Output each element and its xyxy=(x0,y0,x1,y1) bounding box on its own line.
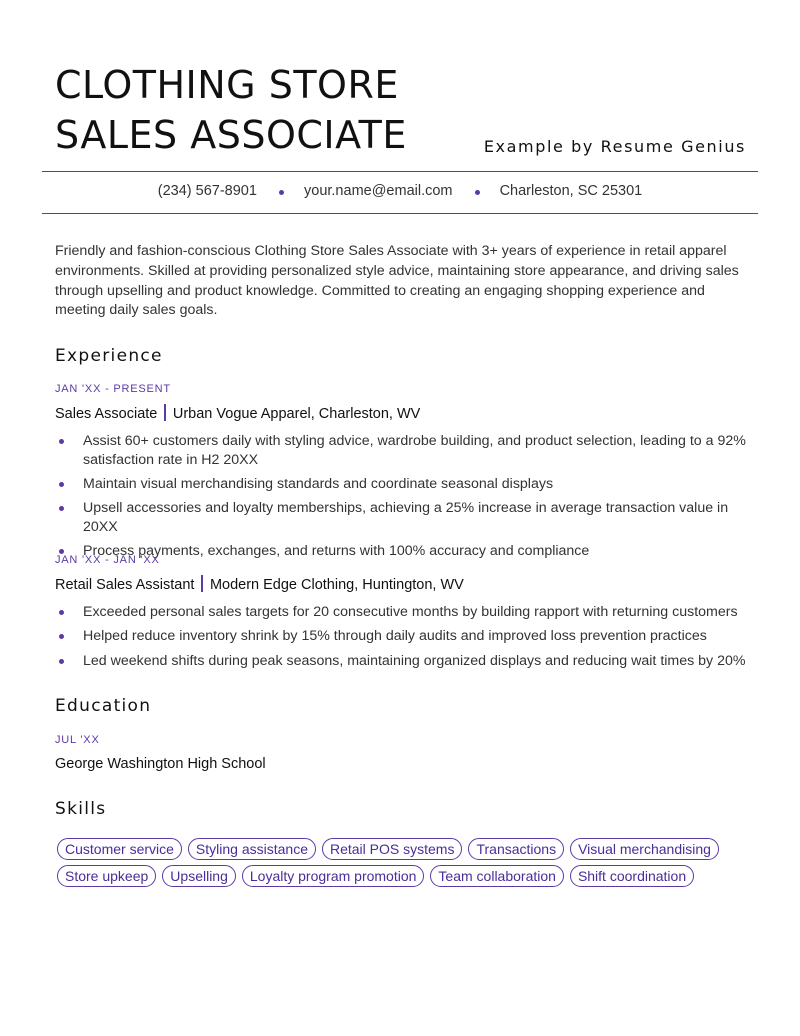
contact-location: Charleston, SC 25301 xyxy=(499,183,643,199)
skill-pill: Styling assistance xyxy=(188,838,316,860)
skills-list xyxy=(57,838,757,892)
skill-pill: Visual merchandising xyxy=(570,838,719,860)
contact-phone: (234) 567-8901 xyxy=(157,183,257,199)
skill-pill: Store upkeep xyxy=(57,865,156,887)
education-dates: JUL 'XX xyxy=(55,734,100,746)
job-1-location: Charleston, WV xyxy=(318,406,421,422)
skills-row-1 xyxy=(57,838,757,860)
skill-pill: Team collaboration xyxy=(430,865,564,887)
skills-row-2 xyxy=(57,865,757,887)
resume-title xyxy=(55,60,407,160)
skill-pill: Customer service xyxy=(57,838,182,860)
education-heading: Education xyxy=(55,696,152,716)
list-item: Maintain visual merchandising standards and coordinate seasonal displays xyxy=(55,475,755,494)
skill-pill: Loyalty program promotion xyxy=(242,865,425,887)
job-2-location: Huntington, WV xyxy=(362,577,464,593)
job-2-header xyxy=(55,575,464,593)
professional-summary: Friendly and fashion-conscious Clothing Store Sales Associate with 3+ years of experience in retail apparel environments. Skilled at providing personalized style advice, maintaining store appearance, and driving sales through upselling and product knowledge. Committed to creating an engaging shopping experience and meeting daily sales goals. xyxy=(55,243,739,319)
skill-pill: Upselling xyxy=(162,865,236,887)
list-item: Led weekend shifts during peak seasons, maintaining organized displays and reducing wait times by 20% xyxy=(55,652,755,671)
bullet-separator-icon xyxy=(475,190,480,195)
experience-heading: Experience xyxy=(55,346,163,366)
job-2-company: Modern Edge Clothing, xyxy=(209,577,359,593)
example-tagline: Example by Resume Genius xyxy=(483,137,746,156)
list-item: Exceeded personal sales targets for 20 consecutive months by building rapport with returning customers xyxy=(55,603,755,622)
education-school: George Washington High School xyxy=(55,756,266,772)
contact-line xyxy=(0,183,800,199)
list-item: Assist 60+ customers daily with styling advice, wardrobe building, and product selection, leading to a 92% satisfaction rate in H2 20XX xyxy=(55,432,755,469)
job-1-dates: JAN 'XX - PRESENT xyxy=(55,383,171,395)
skill-pill: Transactions xyxy=(468,838,564,860)
skill-pill: Shift coordination xyxy=(570,865,694,887)
job-1-bullets xyxy=(55,432,755,566)
job-2-title: Retail Sales Assistant xyxy=(55,577,195,593)
job-1-company: Urban Vogue Apparel, xyxy=(172,406,315,422)
header-divider-top xyxy=(42,171,758,172)
header-divider-bottom xyxy=(42,213,758,214)
job-1-title: Sales Associate xyxy=(55,406,158,422)
job-divider xyxy=(164,404,166,421)
list-item: Process payments, exchanges, and returns with 100% accuracy and compliance xyxy=(55,542,755,561)
job-divider xyxy=(201,575,203,592)
job-2-dates: JAN 'XX - JAN 'XX xyxy=(55,554,160,566)
skill-pill: Retail POS systems xyxy=(322,838,462,860)
title-line-2: SALES ASSOCIATE xyxy=(55,113,407,157)
job-2-bullets xyxy=(55,603,755,676)
title-line-1: CLOTHING STORE xyxy=(55,63,399,107)
bullet-separator-icon xyxy=(279,190,284,195)
list-item: Helped reduce inventory shrink by 15% through daily audits and improved loss prevention practices xyxy=(55,627,755,646)
contact-email: your.name@email.com xyxy=(304,183,453,199)
job-1-header xyxy=(55,404,420,422)
list-item: Upsell accessories and loyalty memberships, achieving a 25% increase in average transaction value in 20XX xyxy=(55,499,755,536)
skills-heading: Skills xyxy=(55,799,107,819)
